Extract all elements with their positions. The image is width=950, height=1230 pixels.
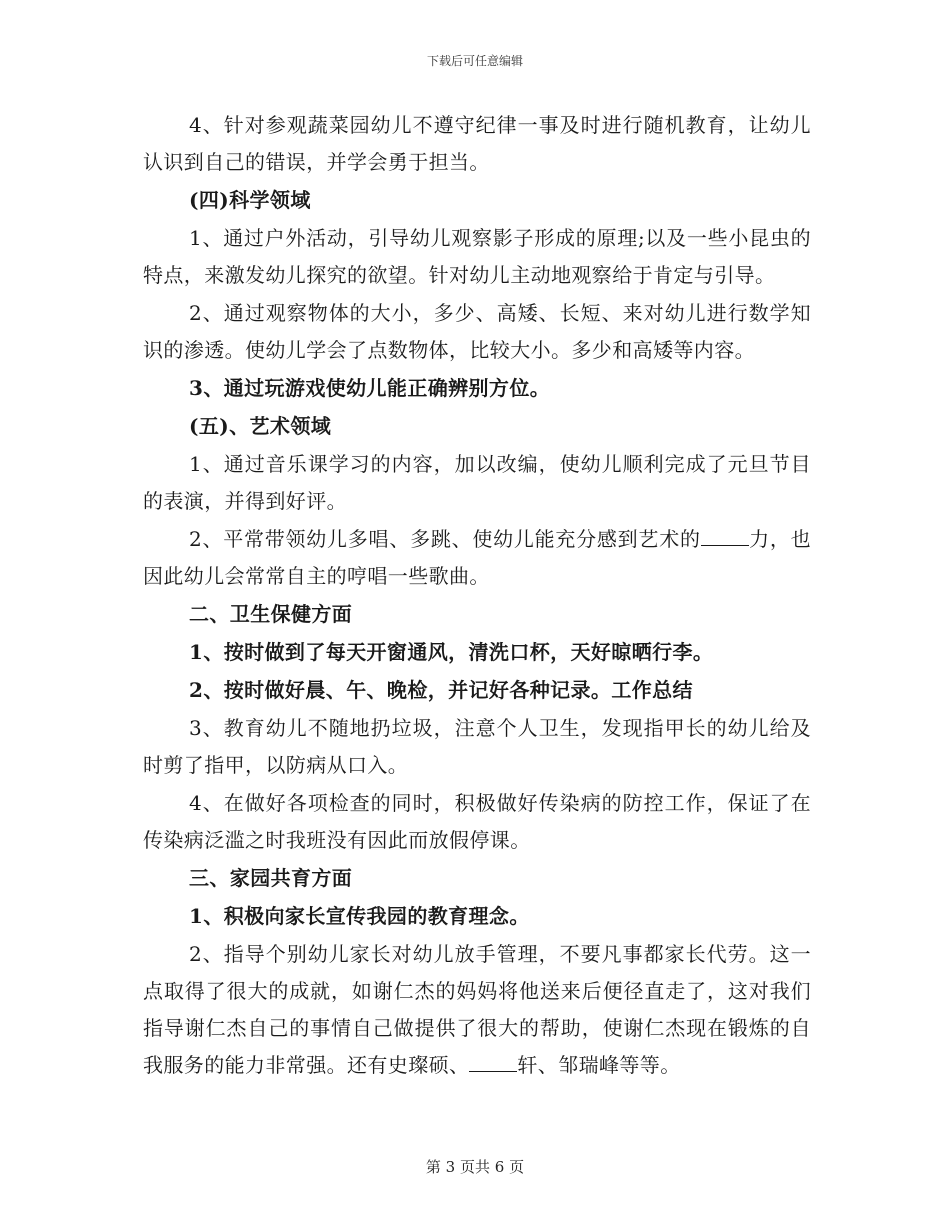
page-header: 下载后可任意编辑: [426, 54, 523, 68]
paragraph-bold: 1、按时做到了每天开窗通风，清洗口杯，天好晾晒行李。: [189, 640, 714, 664]
fill-blank: [701, 525, 749, 546]
paragraph: 3、教育幼儿不随地扔垃圾，注意个人卫生，发现指甲长的幼儿给及时剪了指甲，以防病从口入。: [143, 716, 811, 777]
paragraph-with-blank: [143, 936, 811, 1084]
paragraph-bold: 2、按时做好晨、午、晚检，并记好各种记录。工作总结: [189, 678, 693, 702]
page-footer: 第 3 页共 6 页: [425, 1158, 525, 1176]
paragraph: 4、在做好各项检查的同时，积极做好传染病的防控工作，保证了在传染病泛滥之时我班没有因此而放假停课。: [143, 791, 811, 852]
text-before-blank: 2、平常带领幼儿多唱、多跳、使幼儿能充分感到艺术的: [189, 527, 701, 551]
paragraph: 2、通过观察物体的大小，多少、高矮、长短、来对幼儿进行数学知识的渗透。使幼儿学会了点数物体，比较大小。多少和高矮等内容。: [143, 301, 811, 362]
text-after-blank: 力，也因此幼儿会常常自主的哼唱一些歌曲。: [143, 527, 811, 588]
section-heading-health: 二、卫生保健方面: [189, 602, 353, 626]
paragraph-bold: 3、通过玩游戏使幼儿能正确辨别方位。: [189, 376, 551, 400]
paragraph-with-blank: [143, 521, 811, 595]
section-heading-science: (四)科学领域: [189, 188, 311, 212]
paragraph: 4、针对参观蔬菜园幼儿不遵守纪律一事及时进行随机教育，让幼儿认识到自己的错误，并学会勇于担当。: [143, 113, 811, 174]
text-before-blank: 2、指导个别幼儿家长对幼儿放手管理，不要凡事都家长代劳。这一点取得了很大的成就，如谢仁杰的妈妈将他送来后便径直走了，这对我们指导谢仁杰自己的事情自己做提供了很大的帮助，使谢仁杰现在锻炼的自我服务的能力非常强。还有史璨硕、: [143, 942, 811, 1077]
text-after-blank: 轩、邹瑞峰等等。: [517, 1053, 681, 1077]
document-body: [143, 107, 811, 1085]
section-heading-art: (五)、艺术领域: [189, 414, 332, 438]
paragraph: 1、通过户外活动，引导幼儿观察影子形成的原理;以及一些小昆虫的特点，来激发幼儿探究的欲望。针对幼儿主动地观察给于肯定与引导。: [143, 226, 811, 287]
paragraph: 1、通过音乐课学习的内容，加以改编，使幼儿顺利完成了元旦节目的表演，并得到好评。: [143, 452, 811, 513]
paragraph-bold: 1、积极向家长宣传我园的教育理念。: [189, 904, 530, 928]
fill-blank: [469, 1051, 517, 1072]
section-heading-home-school: 三、家园共育方面: [189, 866, 353, 890]
